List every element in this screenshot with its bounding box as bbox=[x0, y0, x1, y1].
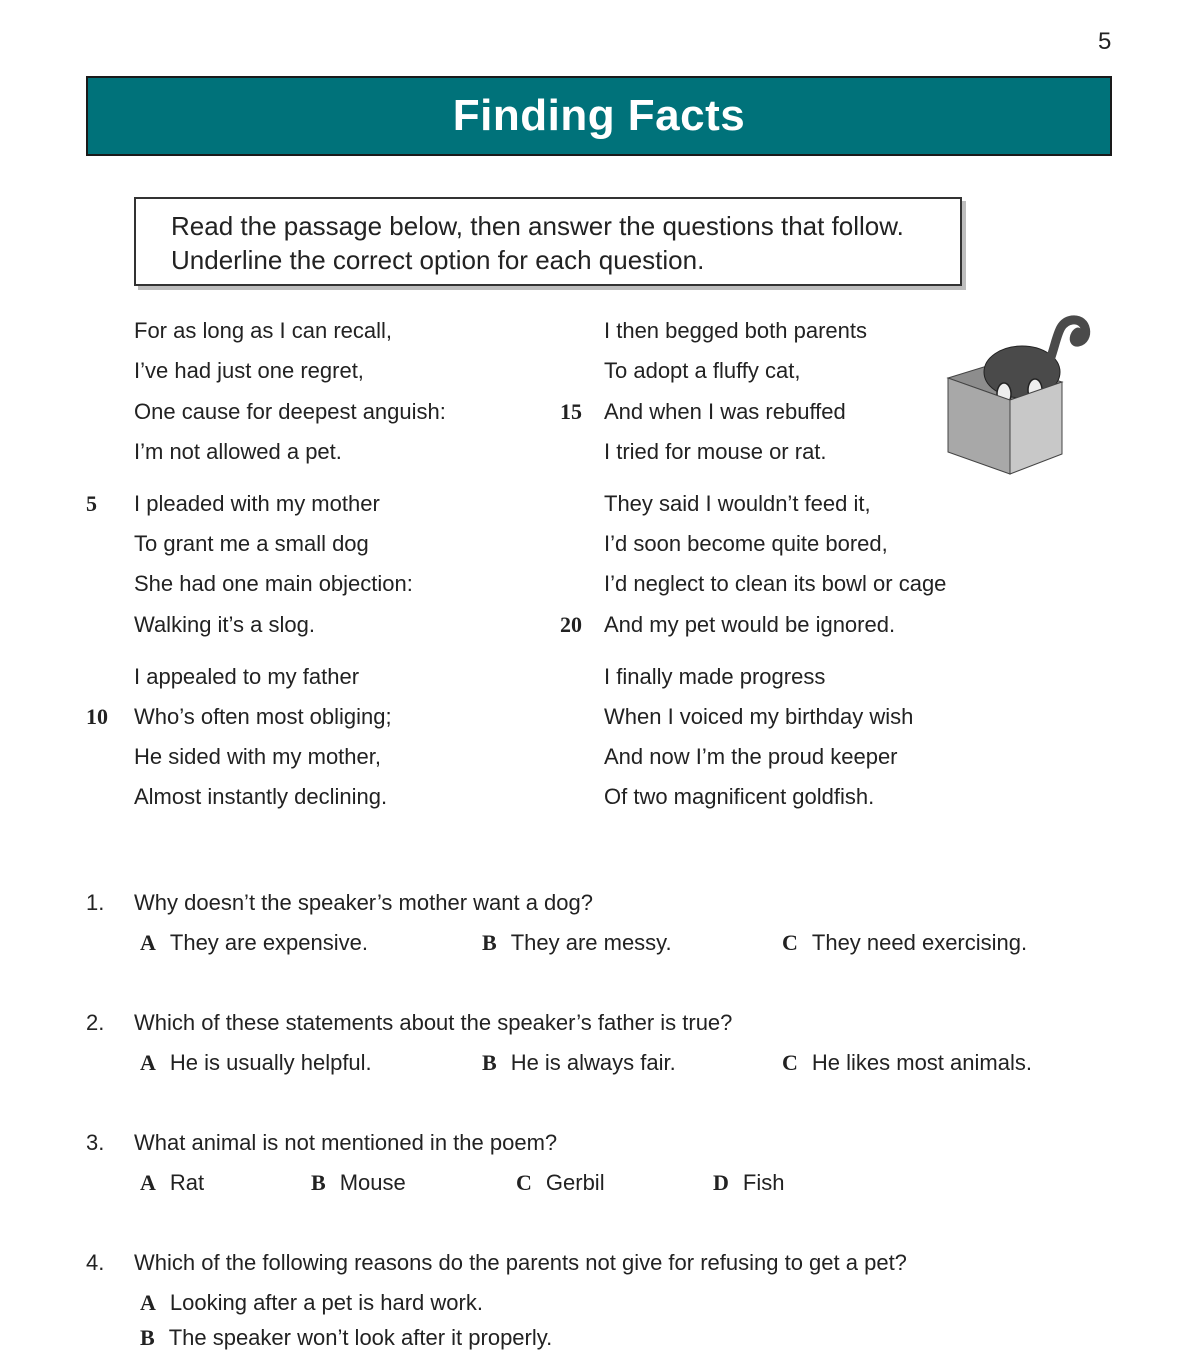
answer-option-c[interactable] bbox=[782, 1050, 1032, 1076]
poem-line: I’m not allowed a pet. bbox=[134, 439, 342, 464]
question-number: 2. bbox=[86, 1010, 105, 1035]
question-number: 1. bbox=[86, 890, 105, 915]
line-number: 15 bbox=[560, 399, 582, 424]
poem-line: One cause for deepest anguish: bbox=[134, 399, 446, 424]
question-text: Why doesn’t the speaker’s mother want a dog? bbox=[134, 890, 594, 915]
option-letter: A bbox=[140, 1170, 156, 1195]
poem-line: They said I wouldn’t feed it, bbox=[604, 491, 871, 516]
option-letter: B bbox=[140, 1325, 155, 1350]
option-text: The speaker won’t look after it properly. bbox=[168, 1325, 553, 1350]
question-text: Which of the following reasons do the parents not give for refusing to get a pet? bbox=[134, 1250, 907, 1275]
poem-line: Almost instantly declining. bbox=[134, 784, 388, 809]
line-number: 5 bbox=[86, 491, 97, 516]
answer-option-c[interactable] bbox=[516, 1170, 605, 1196]
poem-line: I’d neglect to clean its bowl or cage bbox=[604, 571, 947, 596]
answer-option-a[interactable] bbox=[140, 1050, 372, 1076]
question-number: 3. bbox=[86, 1130, 105, 1155]
poem-line: Walking it’s a slog. bbox=[134, 612, 315, 637]
question-text: What animal is not mentioned in the poem? bbox=[134, 1130, 558, 1155]
poem-line: Who’s often most obliging; bbox=[134, 704, 392, 729]
answer-option-a[interactable] bbox=[140, 1290, 483, 1316]
option-text: They are messy. bbox=[510, 930, 672, 955]
poem-line: I’d soon become quite bored, bbox=[604, 531, 888, 556]
question-number: 4. bbox=[86, 1250, 105, 1275]
poem-line: Of two magnificent goldfish. bbox=[604, 784, 875, 809]
poem-line: She had one main objection: bbox=[134, 571, 413, 596]
poem-line: And when I was rebuffed bbox=[604, 399, 846, 424]
option-text: They are expensive. bbox=[169, 930, 368, 955]
option-text: Gerbil bbox=[545, 1170, 605, 1195]
answer-option-a[interactable] bbox=[140, 930, 368, 956]
answer-option-b[interactable] bbox=[311, 1170, 406, 1196]
poem-line: I finally made progress bbox=[604, 664, 826, 689]
poem-line: For as long as I can recall, bbox=[134, 318, 393, 343]
instruction-line: Underline the correct option for each question. bbox=[171, 245, 705, 275]
poem-line: I tried for mouse or rat. bbox=[604, 439, 827, 464]
answer-option-c[interactable] bbox=[782, 930, 1027, 956]
option-text: Fish bbox=[742, 1170, 785, 1195]
answer-option-a[interactable] bbox=[140, 1170, 204, 1196]
option-letter: D bbox=[713, 1170, 729, 1195]
option-text: Rat bbox=[169, 1170, 205, 1195]
poem-line: I’ve had just one regret, bbox=[134, 358, 364, 383]
option-text: He likes most animals. bbox=[811, 1050, 1032, 1075]
line-number: 10 bbox=[86, 704, 108, 729]
instructions-box bbox=[134, 197, 962, 286]
poem-line: To grant me a small dog bbox=[134, 531, 369, 556]
poem-line: When I voiced my birthday wish bbox=[604, 704, 914, 729]
line-number: 20 bbox=[560, 612, 582, 637]
option-letter: C bbox=[782, 1050, 798, 1075]
title-banner bbox=[86, 76, 1112, 156]
poem-line: And now I’m the proud keeper bbox=[604, 744, 898, 769]
option-text: Looking after a pet is hard work. bbox=[169, 1290, 483, 1315]
page-number: 5 bbox=[1098, 28, 1112, 55]
option-letter: A bbox=[140, 1050, 156, 1075]
answer-option-b[interactable] bbox=[482, 930, 672, 956]
option-text: He is usually helpful. bbox=[169, 1050, 372, 1075]
instruction-line: Read the passage below, then answer the questions that follow. bbox=[171, 211, 904, 241]
option-letter: B bbox=[311, 1170, 326, 1195]
option-letter: C bbox=[516, 1170, 532, 1195]
cat-in-box-icon bbox=[940, 312, 1100, 482]
question-text: Which of these statements about the speaker’s father is true? bbox=[134, 1010, 733, 1035]
option-letter: A bbox=[140, 1290, 156, 1315]
option-text: They need exercising. bbox=[811, 930, 1028, 955]
poem-line: I then begged both parents bbox=[604, 318, 867, 343]
answer-option-b[interactable] bbox=[140, 1325, 552, 1351]
poem-line: I appealed to my father bbox=[134, 664, 360, 689]
poem-line: I pleaded with my mother bbox=[134, 491, 380, 516]
poem-line: He sided with my mother, bbox=[134, 744, 381, 769]
option-letter: A bbox=[140, 930, 156, 955]
option-text: He is always fair. bbox=[510, 1050, 676, 1075]
poem-line: And my pet would be ignored. bbox=[604, 612, 896, 637]
answer-option-b[interactable] bbox=[482, 1050, 676, 1076]
option-letter: C bbox=[782, 930, 798, 955]
option-letter: B bbox=[482, 930, 497, 955]
page-title: Finding Facts bbox=[452, 91, 746, 140]
option-text: Mouse bbox=[339, 1170, 406, 1195]
poem-line: To adopt a fluffy cat, bbox=[604, 358, 801, 383]
answer-option-d[interactable] bbox=[713, 1170, 784, 1196]
option-letter: B bbox=[482, 1050, 497, 1075]
